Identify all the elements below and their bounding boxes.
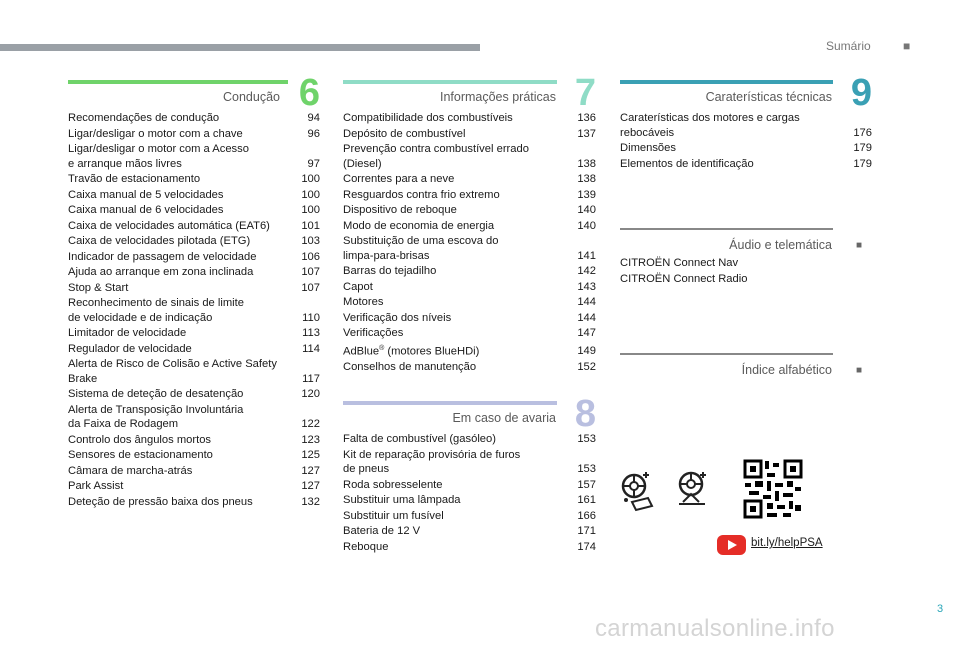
- section-bar: [620, 80, 833, 84]
- toc-entry-title: CITROËN Connect Radio: [620, 272, 748, 285]
- toc-entry-page: 132: [301, 495, 320, 508]
- toc-entry[interactable]: [343, 448, 596, 477]
- toc-entry[interactable]: [343, 142, 596, 171]
- toc-entry-title: Barras do tejadilho: [343, 265, 437, 277]
- toc-entry[interactable]: [343, 203, 596, 218]
- toc-entry-page: 142: [577, 265, 596, 277]
- toc-entry-title: Reconhecimento de sinais de limite de velocidade e de indicação: [68, 297, 244, 324]
- entry-list: [343, 111, 596, 375]
- toc-entry-title: Sistema de deteção de desatenção: [68, 388, 244, 400]
- section-title: Caraterísticas técnicas: [705, 90, 832, 104]
- toc-entry-page: 140: [577, 204, 596, 216]
- section-dot: ■: [856, 240, 863, 251]
- toc-entry-page: 107: [301, 266, 320, 278]
- toc-entry[interactable]: [343, 188, 596, 203]
- toc-entry-title: Alerta de Risco de Colisão e Active Safety Brake: [68, 358, 277, 385]
- toc-entry-page: 117: [302, 372, 320, 385]
- toc-entry[interactable]: [343, 326, 596, 341]
- toc-entry-title: Verificações: [343, 327, 404, 339]
- toc-entry[interactable]: [343, 264, 596, 279]
- toc-entry-title: Motores: [343, 296, 384, 308]
- toc-entry[interactable]: [343, 295, 596, 310]
- top-bar: [0, 44, 480, 51]
- section-bar: [620, 228, 833, 230]
- toc-entry[interactable]: [343, 219, 596, 234]
- toc-entry-title: Caixa de velocidades automática (EAT6): [68, 219, 270, 232]
- toc-entry-page: 106: [301, 250, 320, 263]
- toc-entry-title: Kit de reparação provisória de furos de pneus: [343, 448, 521, 475]
- toc-entry-title: Correntes para a neve: [343, 173, 455, 185]
- toc-entry[interactable]: [343, 524, 596, 539]
- youtube-icon[interactable]: [717, 535, 746, 555]
- section-title: Informações práticas: [439, 90, 556, 104]
- toc-entry-title: Capot: [343, 280, 373, 293]
- toc-entry-page: 176: [853, 126, 872, 139]
- toc-entry[interactable]: [620, 157, 872, 172]
- toc-entry[interactable]: [620, 141, 872, 156]
- toc-entry-title: Park Assist: [68, 480, 124, 492]
- toc-entry[interactable]: [343, 360, 596, 375]
- toc-entry-title: Bateria de 12 V: [343, 525, 421, 537]
- toc-entry[interactable]: [343, 540, 596, 555]
- toc-entry-title: Sensores de estacionamento: [68, 449, 213, 461]
- toc-entry-title: Substituir um fusível: [343, 509, 444, 522]
- entry-list: [620, 111, 872, 172]
- toc-entry-title: Ligar/desligar o motor com a Acesso e arranque mãos livres: [68, 143, 249, 170]
- help-link[interactable]: bit.ly/helpPSA: [751, 537, 823, 549]
- toc-entry-title: Caixa manual de 6 velocidades: [68, 204, 224, 216]
- toc-entry-title: Câmara de marcha-atrás: [68, 464, 193, 477]
- toc-entry[interactable]: [343, 432, 596, 447]
- toc-entry-page: 96: [307, 127, 320, 140]
- toc-entry-page: 113: [302, 327, 320, 339]
- toc-entry[interactable]: [343, 509, 596, 524]
- section-number: 7: [574, 72, 596, 114]
- toc-entry-title: Reboque: [343, 540, 389, 553]
- toc-entry-title: Modo de economia de energia: [343, 219, 495, 232]
- toc-entry-page: 144: [577, 296, 596, 308]
- toc-entry-page: 166: [577, 509, 596, 522]
- toc-entry-title: Regulador de velocidade: [68, 342, 192, 355]
- toc-entry[interactable]: [68, 111, 320, 126]
- toc-entry-page: 100: [301, 204, 320, 216]
- watermark: carmanualsonline.info: [595, 615, 835, 642]
- toc-entry-page: 179: [853, 142, 872, 154]
- toc-entry-page: 179: [853, 157, 872, 170]
- toc-entry[interactable]: [68, 219, 320, 234]
- toc-entry-page: 127: [301, 464, 320, 477]
- toc-entry-title: Deteção de pressão baixa dos pneus: [68, 495, 253, 508]
- section-bar: [343, 80, 557, 84]
- toc-entry-page: 144: [577, 311, 596, 324]
- toc-entry-page: 101: [301, 219, 320, 232]
- toc-entry-title: Substituir uma lâmpada: [343, 494, 461, 506]
- toc-entry[interactable]: [343, 111, 596, 126]
- toc-entry-page: 97: [307, 157, 320, 170]
- toc-entry-page: 123: [301, 433, 320, 446]
- toc-entry[interactable]: [343, 311, 596, 326]
- toc-entry[interactable]: [68, 188, 320, 203]
- toc-entry-page: 138: [577, 157, 596, 170]
- toc-entry[interactable]: [68, 142, 320, 171]
- toc-entry[interactable]: [620, 256, 872, 271]
- toc-entry[interactable]: [343, 342, 596, 359]
- toc-entry[interactable]: [68, 265, 320, 280]
- toc-entry-page: 147: [577, 327, 596, 339]
- toc-entry-title: Recomendações de condução: [68, 112, 220, 124]
- toc-entry-page: 107: [301, 281, 320, 294]
- toc-entry[interactable]: [68, 495, 320, 510]
- toc-entry-title: Indicador de passagem de velocidade: [68, 250, 257, 263]
- toc-entry-page: 114: [302, 342, 320, 355]
- toc-entry-page: 143: [577, 280, 596, 293]
- toc-entry-title: Conselhos de manutenção: [343, 360, 477, 373]
- toc-entry[interactable]: [68, 203, 320, 218]
- wheel-jack-icon: [675, 470, 715, 519]
- section-bar: [343, 401, 557, 405]
- section-dot: ■: [856, 365, 863, 376]
- toc-entry-title: CITROËN Connect Nav: [620, 257, 739, 269]
- toc-entry-page: 125: [301, 449, 320, 461]
- toc-entry-page: 94: [307, 112, 320, 124]
- toc-entry-title: Controlo dos ângulos mortos: [68, 433, 212, 446]
- toc-entry[interactable]: [343, 234, 596, 263]
- toc-entry-page: 141: [577, 249, 596, 262]
- toc-entry-title: Caraterísticas dos motores e cargas rebocáveis: [620, 112, 800, 139]
- toc-entry-title: Roda sobresselente: [343, 478, 443, 491]
- wheel-kit-icon: [618, 470, 658, 519]
- toc-entry[interactable]: [68, 357, 320, 386]
- toc-entry[interactable]: [68, 342, 320, 357]
- toc-entry[interactable]: [68, 127, 320, 142]
- toc-entry[interactable]: [343, 280, 596, 295]
- toc-entry[interactable]: [68, 250, 320, 265]
- section-number: 9: [850, 72, 872, 114]
- toc-entry[interactable]: [68, 296, 320, 325]
- toc-entry-page: 140: [577, 219, 596, 232]
- toc-entry-title: Compatibilidade dos combustíveis: [343, 112, 513, 124]
- toc-entry[interactable]: [343, 172, 596, 187]
- toc-entry[interactable]: [68, 387, 320, 402]
- toc-entry-title: AdBlue® (motores BlueHDi): [343, 344, 480, 358]
- section-bar: [620, 353, 833, 355]
- entry-list: [620, 256, 872, 287]
- toc-entry[interactable]: [343, 493, 596, 508]
- toc-entry-title: Ajuda ao arranque em zona inclinada: [68, 266, 254, 278]
- toc-entry-title: Caixa de velocidades pilotada (ETG): [68, 235, 251, 247]
- toc-entry-title: Prevenção contra combustível errado (Diesel): [343, 143, 529, 170]
- toc-entry-title: Verificação dos níveis: [343, 311, 452, 324]
- toc-entry[interactable]: [343, 127, 596, 142]
- toc-entry-page: 139: [577, 188, 596, 201]
- toc-entry-page: 100: [301, 173, 320, 185]
- toc-entry-page: 138: [577, 173, 596, 185]
- toc-entry-title: Falta de combustível (gasóleo): [343, 433, 496, 445]
- toc-entry-page: 149: [577, 345, 596, 358]
- toc-entry[interactable]: [68, 448, 320, 463]
- page-number: 3: [937, 603, 944, 615]
- toc-entry[interactable]: [68, 433, 320, 448]
- section-number: 8: [574, 393, 596, 435]
- toc-entry-page: 100: [301, 188, 320, 201]
- toc-entry-page: 103: [301, 235, 320, 247]
- entry-list: [343, 432, 596, 555]
- toc-entry-page: 136: [577, 112, 596, 124]
- toc-entry-title: Substituição de uma escova do limpa-para-brisas: [343, 235, 499, 262]
- toc-entry-page: 137: [577, 127, 596, 140]
- toc-entry-title: Limitador de velocidade: [68, 327, 187, 339]
- section-number: 6: [298, 72, 320, 114]
- toc-entry-title: Ligar/desligar o motor com a chave: [68, 127, 243, 140]
- header-dot: ■: [903, 39, 911, 53]
- section-bar: [68, 80, 288, 84]
- section-title: Áudio e telemática: [729, 238, 832, 252]
- toc-entry[interactable]: [68, 479, 320, 494]
- toc-entry-title: Travão de estacionamento: [68, 173, 201, 185]
- toc-entry-title: Depósito de combustível: [343, 127, 466, 140]
- toc-entry-page: 127: [301, 480, 320, 492]
- toc-entry-page: 152: [577, 360, 596, 373]
- section-title: Em caso de avaria: [452, 411, 556, 425]
- toc-entry-page: 153: [577, 463, 596, 475]
- toc-entry[interactable]: [68, 281, 320, 296]
- toc-entry[interactable]: [343, 478, 596, 493]
- toc-entry-page: 157: [577, 478, 596, 491]
- toc-entry-title: Dimensões: [620, 142, 676, 154]
- section-title: Índice alfabético: [741, 363, 832, 377]
- header-label[interactable]: Sumário: [826, 39, 871, 53]
- toc-entry[interactable]: [620, 111, 872, 140]
- toc-entry-page: 120: [301, 388, 320, 400]
- toc-entry[interactable]: [620, 272, 872, 287]
- toc-entry-page: 122: [301, 418, 320, 430]
- toc-entry-title: Dispositivo de reboque: [343, 204, 457, 216]
- toc-entry-page: 174: [577, 540, 596, 553]
- toc-entry-page: 171: [577, 525, 596, 537]
- toc-entry[interactable]: [68, 172, 320, 187]
- toc-entry[interactable]: [68, 326, 320, 341]
- toc-entry-page: 110: [302, 311, 320, 324]
- toc-entry[interactable]: [68, 234, 320, 249]
- entry-list: [68, 111, 320, 510]
- qr-code-icon: [743, 459, 803, 524]
- toc-entry[interactable]: [68, 403, 320, 432]
- toc-entry-title: Alerta de Transposição Involuntária da Faixa de Rodagem: [68, 403, 244, 430]
- toc-entry-title: Stop & Start: [68, 281, 129, 294]
- toc-entry-title: Resguardos contra frio extremo: [343, 188, 500, 201]
- toc-entry-title: Caixa manual de 5 velocidades: [68, 188, 224, 201]
- section-title: Condução: [223, 90, 280, 104]
- toc-entry[interactable]: [68, 464, 320, 479]
- toc-entry-page: 161: [577, 494, 596, 506]
- toc-entry-title: Elementos de identificação: [620, 157, 754, 170]
- toc-entry-page: 153: [577, 433, 596, 445]
